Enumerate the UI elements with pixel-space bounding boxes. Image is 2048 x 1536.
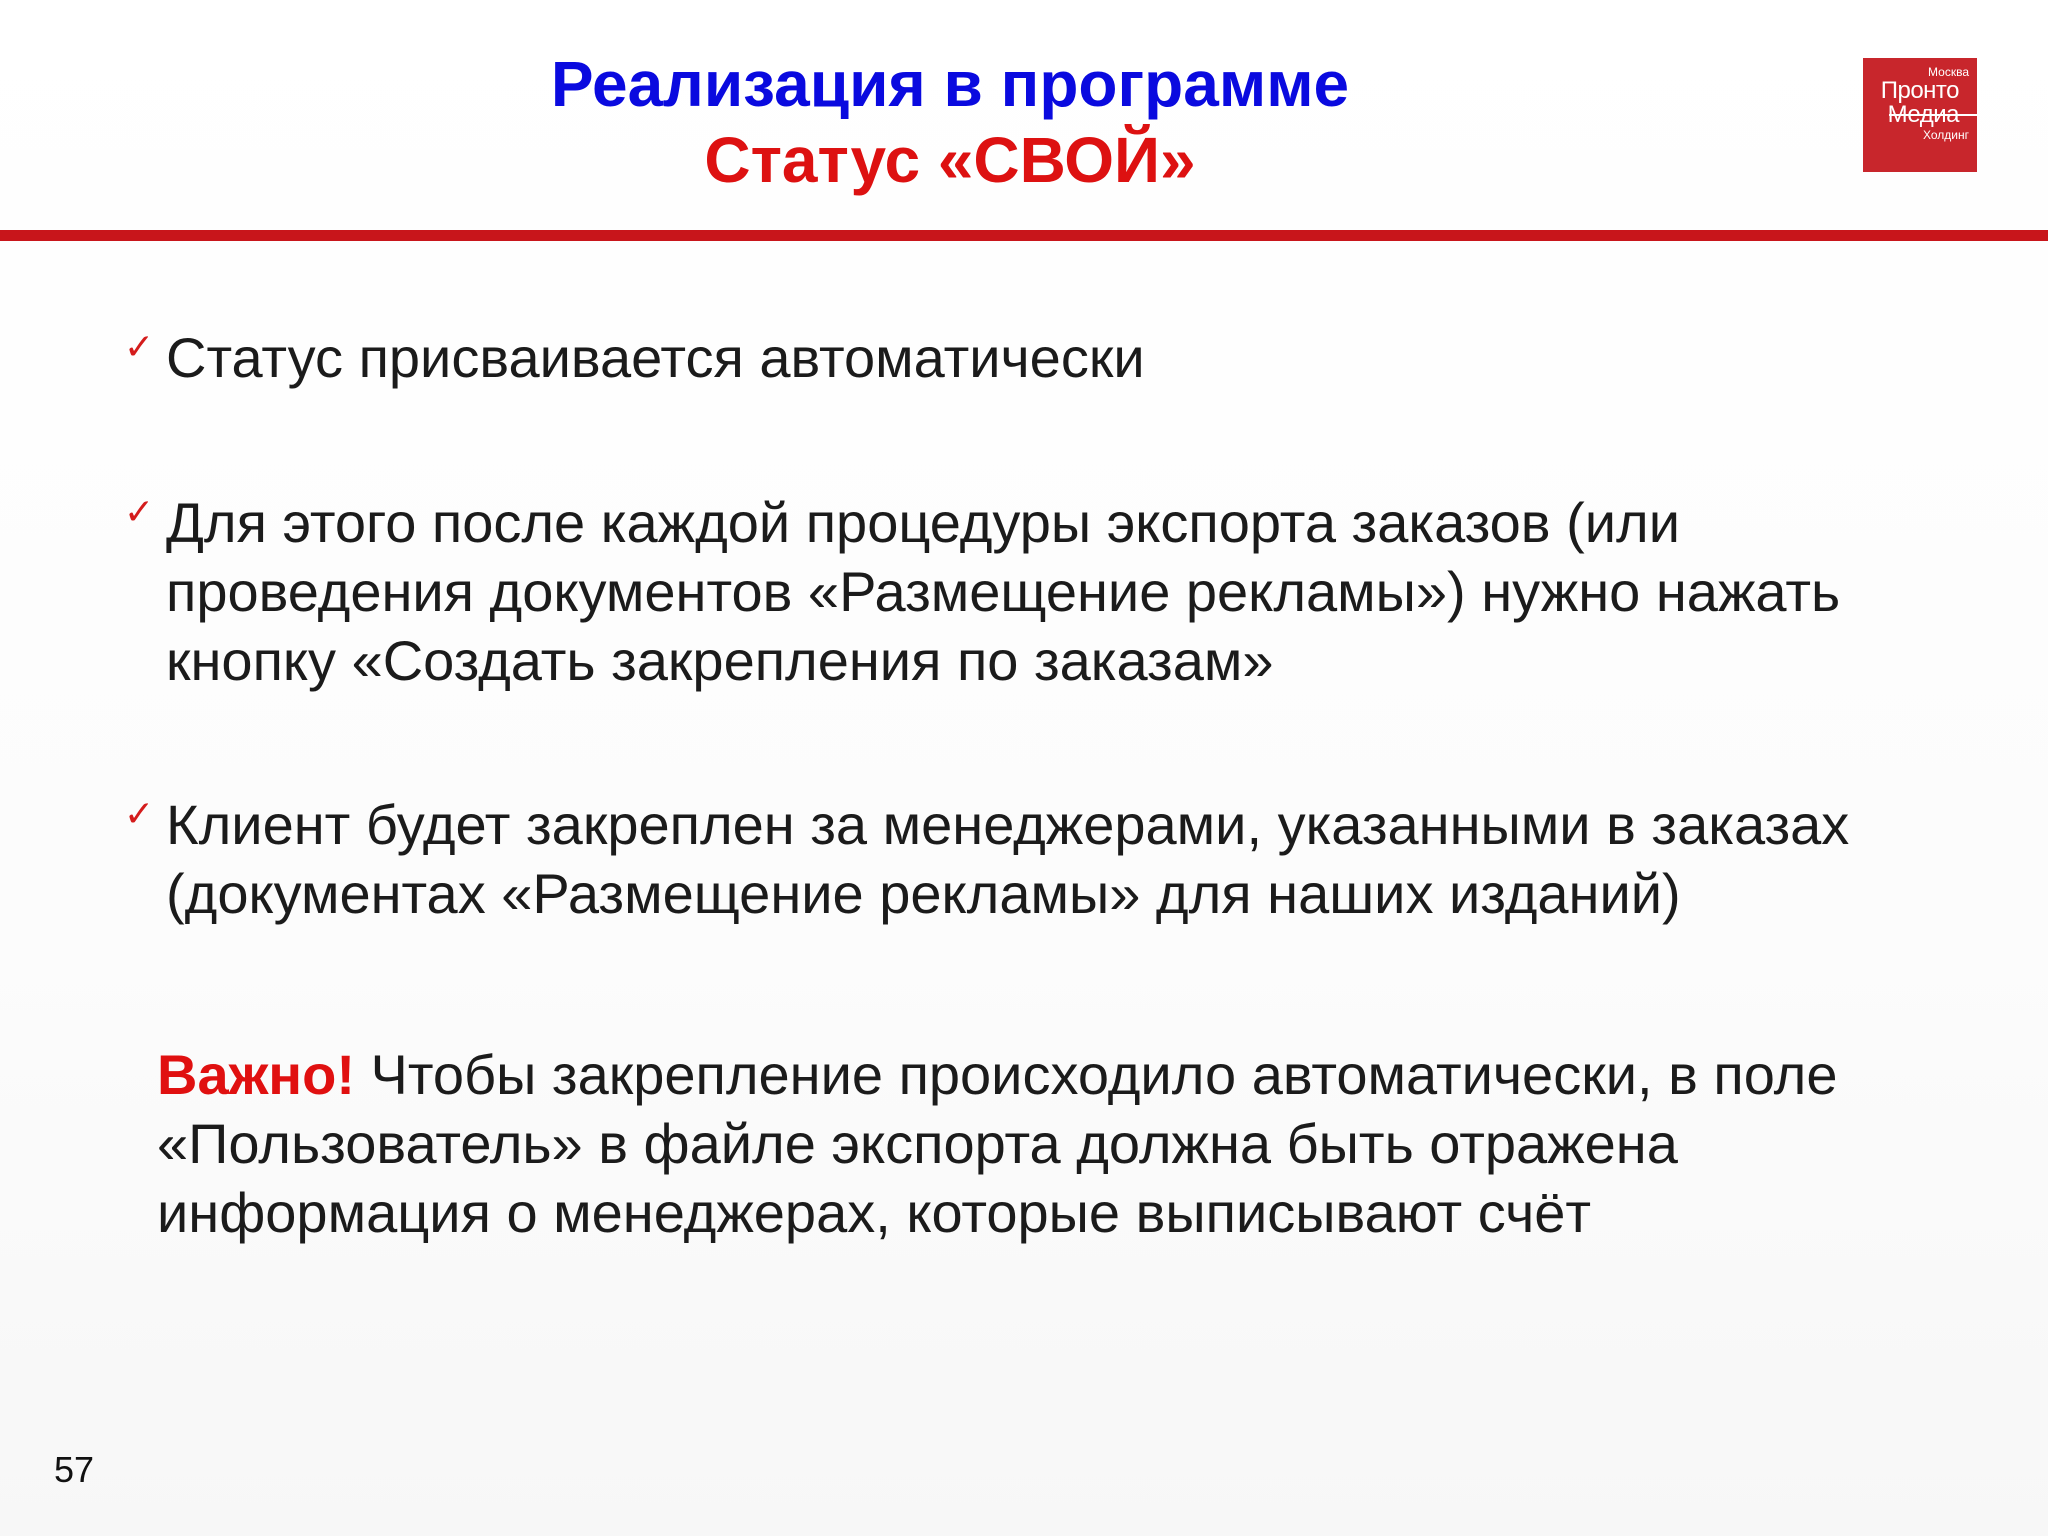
check-icon: ✓ xyxy=(124,492,155,533)
check-icon: ✓ xyxy=(124,327,155,368)
logo-word-2: Медиа xyxy=(1887,101,1959,128)
logo-holding-text: Холдинг xyxy=(1923,128,1969,142)
bullet-item xyxy=(124,323,1914,392)
important-note-text: Чтобы закрепление происходило автоматически, в поле «Пользователь» в файле экспорта должна быть отражена информация о менеджерах, которые выписывают счёт xyxy=(157,1043,1838,1244)
important-note xyxy=(157,1040,1947,1247)
bullet-text: Для этого после каждой процедуры экспорта заказов (или проведения документов «Размещение рекламы») нужно нажать кнопку «Создать закрепления по заказам» xyxy=(166,491,1841,692)
page-number: 57 xyxy=(54,1449,95,1490)
header-divider xyxy=(0,230,2048,241)
bullet-text: Статус присваивается автоматически xyxy=(166,326,1145,389)
bullet-item xyxy=(124,790,1914,928)
check-icon: ✓ xyxy=(124,794,155,835)
bullet-text: Клиент будет закреплен за менеджерами, указанными в заказах (документах «Размещение рекламы» для наших изданий) xyxy=(166,793,1850,925)
logo-city-text: Москва xyxy=(1928,65,1969,79)
slide-title: Реализация в программе xyxy=(550,48,1350,120)
logo-word-1: Пронто xyxy=(1880,77,1959,104)
important-label: Важно! xyxy=(157,1043,355,1106)
bullet-item xyxy=(124,488,1914,695)
slide-subtitle: Статус «СВОЙ» xyxy=(704,124,1196,196)
company-logo xyxy=(1863,58,1977,172)
